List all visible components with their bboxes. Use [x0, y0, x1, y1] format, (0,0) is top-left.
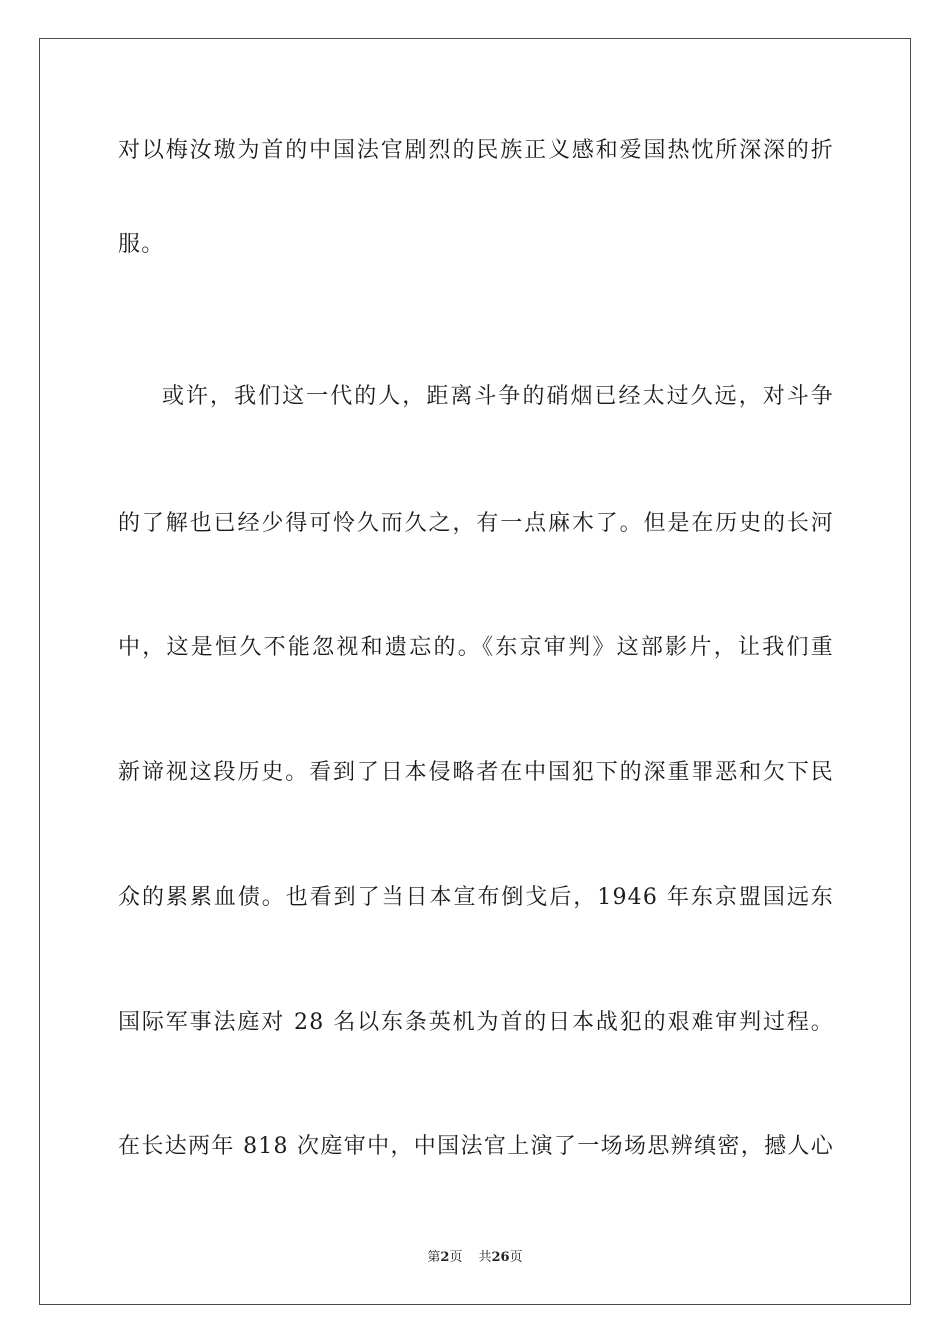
paragraph-line: 众的累累血债。也看到了当日本宣布倒戈后，1946 年东京盟国远东 [118, 885, 834, 910]
paragraph-line: 国际军事法庭对 28 名以东条英机为首的日本战犯的艰难审判过程。 [118, 1010, 834, 1035]
total-prefix: 共 [478, 1250, 492, 1265]
page-suffix: 页 [449, 1250, 463, 1265]
paragraph-line: 或许，我们这一代的人，距离斗争的硝烟已经太过久远，对斗争 [162, 384, 834, 409]
page-footer [0, 1249, 950, 1267]
paragraph-line: 新谛视这段历史。看到了日本侵略者在中国犯下的深重罪恶和欠下民 [118, 760, 834, 785]
page-prefix: 第 [427, 1250, 441, 1265]
paragraph-line: 的了解也已经少得可怜久而久之，有一点麻木了。但是在历史的长河 [118, 511, 834, 536]
paragraph-line: 在长达两年 818 次庭审中，中国法官上演了一场场思辨缜密，撼人心 [118, 1134, 834, 1159]
total-pages: 26 [491, 1250, 510, 1265]
paragraph-line: 对以梅汝璈为首的中国法官剧烈的民族正义感和爱国热忱所深深的折 [118, 138, 834, 163]
paragraph-line: 服。 [118, 232, 165, 257]
paragraph-line: 中，这是恒久不能忽视和遗忘的。《东京审判》这部影片，让我们重 [118, 635, 834, 660]
total-suffix: 页 [509, 1250, 523, 1265]
page-number: 2 [440, 1250, 450, 1265]
page-border [39, 38, 911, 1305]
